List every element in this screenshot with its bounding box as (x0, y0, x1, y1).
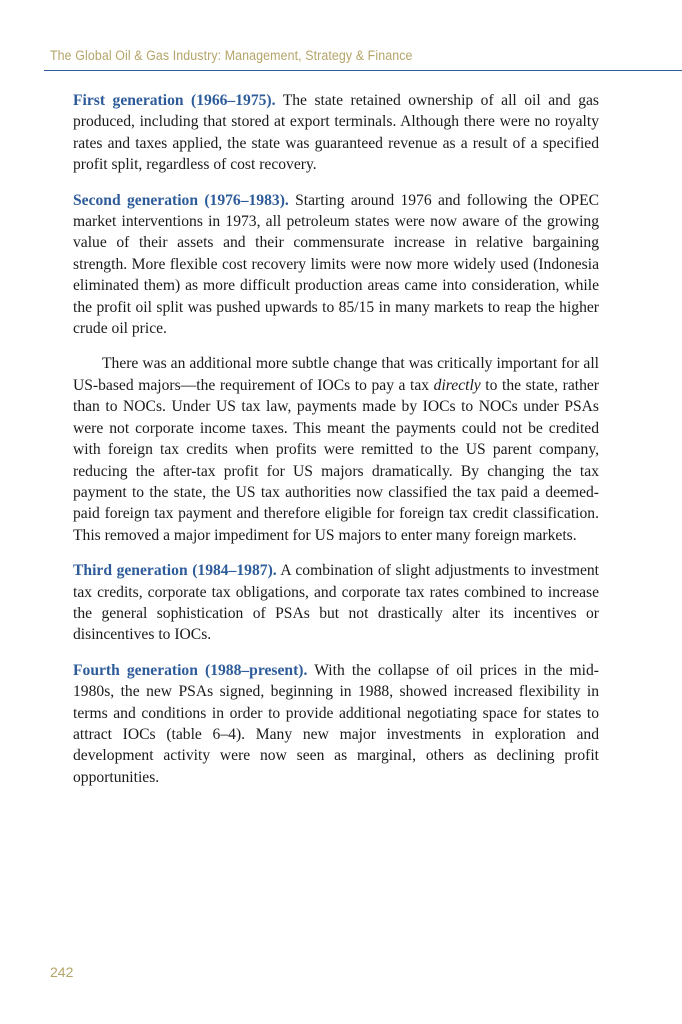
paragraph-first-generation (73, 90, 599, 176)
paragraph-third-generation (73, 560, 599, 646)
us-tax-text-before: There was an additional more subtle change that was critically important for all US-based majors—the requirement of IOCs to pay a tax (73, 355, 599, 394)
fourth-generation-heading: Fourth generation (1988–present). (73, 661, 308, 679)
third-generation-text: A combination of slight adjustments to investment tax credits, corporate tax obligations, and corporate tax rates combined to increase the general sophistication of PSAs but not drastically alter its incentives or disincentives to IOCs. (73, 562, 599, 644)
paragraph-us-tax-change (73, 353, 599, 546)
fourth-generation-text: With the collapse of oil prices in the mid-1980s, the new PSAs signed, beginning in 1988, showed increased flexibility in terms and conditions in order to provide additional negotiating space for states to attract IOCs (table 6–4). Many new major investments in exploration and development activity were now seen as marginal, others as declining profit opportunities. (73, 661, 599, 786)
first-generation-heading: First generation (1966–1975). (73, 92, 276, 109)
first-generation-text: The state retained ownership of all oil and gas produced, including that stored at export terminals. Although there were no royalty rates and taxes applied, the state was guaranteed revenue as a result of a specified profit split, regardless of cost recovery. (73, 92, 599, 174)
page-number: 242 (50, 964, 74, 980)
second-generation-text: Starting around 1976 and following the OPEC market interventions in 1973, all petroleum states were now aware of the growing value of their assets and their commensurate increase in relative bargaining strength. More flexible cost recovery limits were now more widely used (Indonesia eliminated them) as more difficult production areas came into consideration, while the profit oil split was pushed upwards to 85/15 in many markets to reap the higher crude oil price. (73, 191, 599, 338)
us-tax-text-after: to the state, rather than to NOCs. Under US tax law, payments made by IOCs to NOCs under PSAs were not corporate income taxes. This meant the payments could not be credited with foreign tax credits when profits were remitted to the US parent company, reducing the after-tax profit for US majors dramatically. By changing the tax payment to the state, the US tax authorities now classified the tax paid a deemed-paid foreign tax payment and therefore eligible for foreign tax credit classification. This removed a major impediment for US majors to enter many foreign markets. (73, 376, 600, 544)
running-header-title: The Global Oil & Gas Industry: Management, Strategy & Finance (50, 48, 413, 63)
paragraph-fourth-generation (73, 660, 599, 788)
header-rule (44, 70, 682, 71)
third-generation-heading: Third generation (1984–1987). (73, 562, 277, 580)
us-tax-emphasis: directly (433, 376, 481, 394)
second-generation-heading: Second generation (1976–1983). (73, 191, 289, 209)
body-text (73, 90, 599, 788)
paragraph-second-generation (73, 190, 599, 340)
